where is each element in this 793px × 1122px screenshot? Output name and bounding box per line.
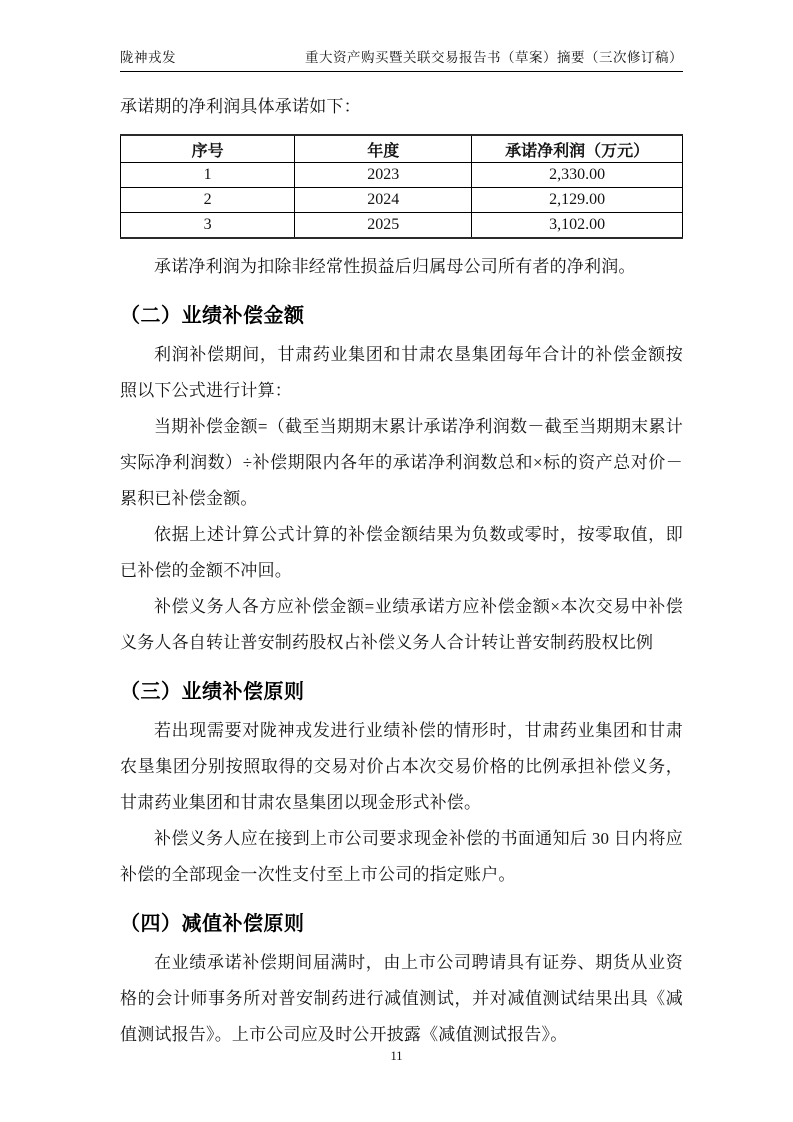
table-row	[121, 163, 683, 188]
table-row	[121, 188, 683, 213]
formula-paragraph: 当期补偿金额=（截至当期期末累计承诺净利润数－截至当期期末累计实际净利润数）÷补偿期限内各年的承诺净利润数总和×标的资产总对价－累积已补偿金额。	[120, 417, 683, 508]
cell-seq: 1	[121, 163, 295, 188]
body-paragraph: 补偿义务人应在接到上市公司要求现金补偿的书面通知后 30 日内将应补偿的全部现金一次性支付至上市公司的指定账户。	[120, 829, 683, 884]
section-compensation-amount	[120, 302, 683, 661]
cell-profit: 2,330.00	[472, 163, 683, 188]
section-impairment-principle	[120, 910, 683, 1053]
cell-seq: 2	[121, 188, 295, 213]
table-header-row	[121, 135, 683, 163]
body-paragraph: 利润补偿期间，甘肃药业集团和甘肃农垦集团每年合计的补偿金额按照以下公式进行计算：	[120, 345, 683, 400]
column-header-profit: 承诺净利润（万元）	[472, 135, 683, 163]
cell-seq: 3	[121, 213, 295, 239]
body-paragraph: 若出现需要对陇神戎发进行业绩补偿的情形时，甘肃药业集团和甘肃农垦集团分别按照取得的交易对价占本次交易价格的比例承担补偿义务，甘肃药业集团和甘肃农垦集团以现金形式补偿。	[120, 721, 683, 812]
section-heading: （三）业绩补偿原则	[120, 681, 305, 703]
cell-profit: 3,102.00	[472, 213, 683, 239]
header-company-name: 陇神戎发	[120, 50, 176, 65]
body-paragraph: 在业绩承诺补偿期间届满时，由上市公司聘请具有证券、期货从业资格的会计师事务所对普安制药进行减值测试，并对减值测试结果出具《减值测试报告》。上市公司应及时公开披露《减值测试报告》。	[120, 953, 683, 1044]
page-number: 11	[390, 1049, 403, 1063]
column-header-seq: 序号	[121, 135, 295, 163]
body-paragraph: 依据上述计算公式计算的补偿金额结果为负数或零时，按零取值，即已补偿的金额不冲回。	[120, 525, 683, 580]
cell-year: 2025	[295, 213, 472, 239]
section-compensation-principle	[120, 678, 683, 893]
table-note-paragraph: 承诺净利润为扣除非经常性损益后归属母公司所有者的净利润。	[154, 257, 636, 276]
section-heading: （四）减值补偿原则	[120, 913, 305, 935]
header-document-title: 重大资产购买暨关联交易报告书（草案）摘要（三次修订稿）	[305, 50, 683, 65]
cell-profit: 2,129.00	[472, 188, 683, 213]
cell-year: 2023	[295, 163, 472, 188]
profit-commitment-table	[120, 134, 683, 239]
section-heading: （二）业绩补偿金额	[120, 305, 305, 327]
table-row	[121, 213, 683, 239]
running-header	[120, 46, 683, 72]
formula-paragraph: 补偿义务人各方应补偿金额=业绩承诺方应补偿金额×本次交易中补偿义务人各自转让普安制药股权占补偿义务人合计转让普安制药股权比例	[120, 597, 683, 652]
intro-paragraph: 承诺期的净利润具体承诺如下：	[120, 97, 361, 116]
cell-year: 2024	[295, 188, 472, 213]
column-header-year: 年度	[295, 135, 472, 163]
